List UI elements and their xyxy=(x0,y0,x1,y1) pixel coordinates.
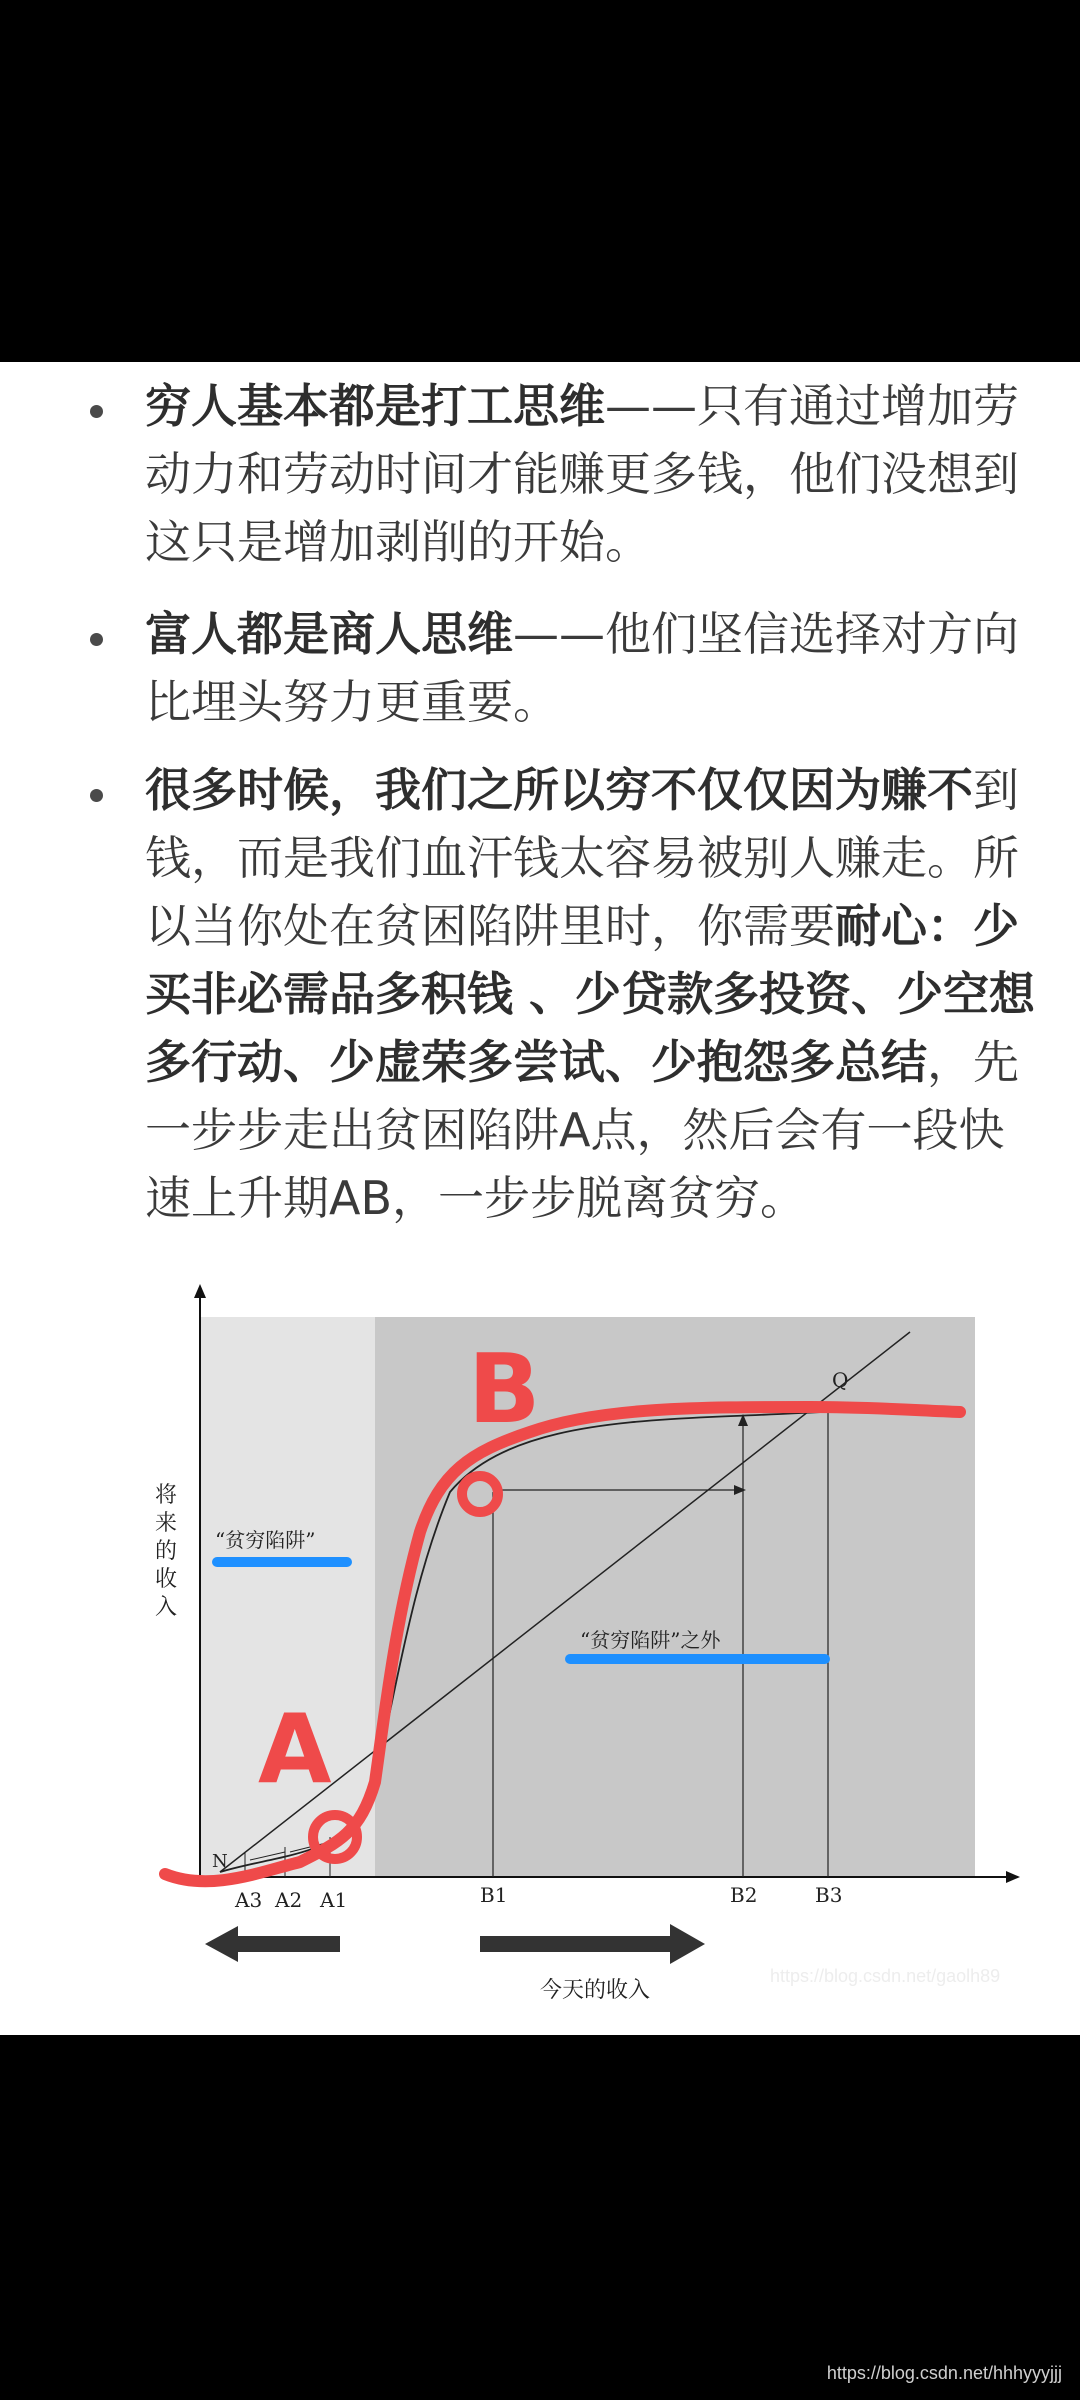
outside-label-highlight xyxy=(565,1654,830,1664)
x-axis-label: 今天的收入 xyxy=(540,1978,651,2003)
trap-label-highlight xyxy=(212,1557,352,1567)
y-label-char: 来 xyxy=(155,1511,178,1536)
red-handwriting-b: B xyxy=(468,1335,541,1445)
y-label-char: 入 xyxy=(155,1595,178,1620)
left-arrow xyxy=(205,1926,340,1962)
tick-a1: A1 xyxy=(320,1888,348,1912)
y-axis-arrow xyxy=(194,1284,206,1298)
x-axis-arrow xyxy=(1006,1871,1020,1883)
tick-b2: B2 xyxy=(730,1883,758,1907)
red-handwriting-a: A xyxy=(258,1695,332,1805)
outside-label: “贫穷陷阱”之外 xyxy=(580,1628,721,1652)
y-label-char: 收 xyxy=(155,1567,178,1592)
outside-region xyxy=(375,1317,975,1877)
bullet-text: 富人都是商人思维——他们坚信选择对方向比埋头努力更重要。 xyxy=(145,607,1019,729)
bullet-dot xyxy=(90,633,103,646)
diagram-svg xyxy=(150,1282,1050,2003)
tick-a2: A2 xyxy=(275,1888,303,1912)
y-label-char: 的 xyxy=(155,1539,178,1564)
bullet-text: 很多时候，我们之所以穷不仅仅因为赚不到钱，而是我们血汗钱太容易被别人赚走。所以当你处在贫困陷阱里时，你需要耐心：少买非必需品多积钱 、少贷款多投资、少空想多行动、少虚荣多尝试、少抱怨多总结，先一步步走出贫困陷阱A点，然后会有一段快速上升期AB，一步步脱离贫穷。 xyxy=(145,763,1036,1225)
bullet-dot xyxy=(90,405,103,418)
y-label-char: 将 xyxy=(155,1483,178,1508)
bullet-dot xyxy=(90,789,103,802)
poverty-trap-diagram xyxy=(150,1282,1050,2003)
point-q-label: Q xyxy=(832,1368,849,1392)
point-n-label: N xyxy=(212,1851,228,1872)
trap-label: “贫穷陷阱” xyxy=(215,1528,316,1552)
inner-watermark: https://blog.csdn.net/gaolh89 xyxy=(770,1966,1001,1986)
right-arrow xyxy=(480,1924,705,1964)
y-axis-label xyxy=(155,1483,184,1620)
tick-b3: B3 xyxy=(815,1883,843,1907)
content-card xyxy=(0,362,1080,2035)
bullet-text: 穷人基本都是打工思维——只有通过增加劳动力和劳动时间才能赚更多钱，他们没想到这只是增加剥削的开始。 xyxy=(145,379,1019,569)
tick-b1: B1 xyxy=(480,1883,508,1907)
watermark: https://blog.csdn.net/hhhyyyjjj xyxy=(826,2363,1062,2383)
tick-a3: A3 xyxy=(235,1888,263,1912)
